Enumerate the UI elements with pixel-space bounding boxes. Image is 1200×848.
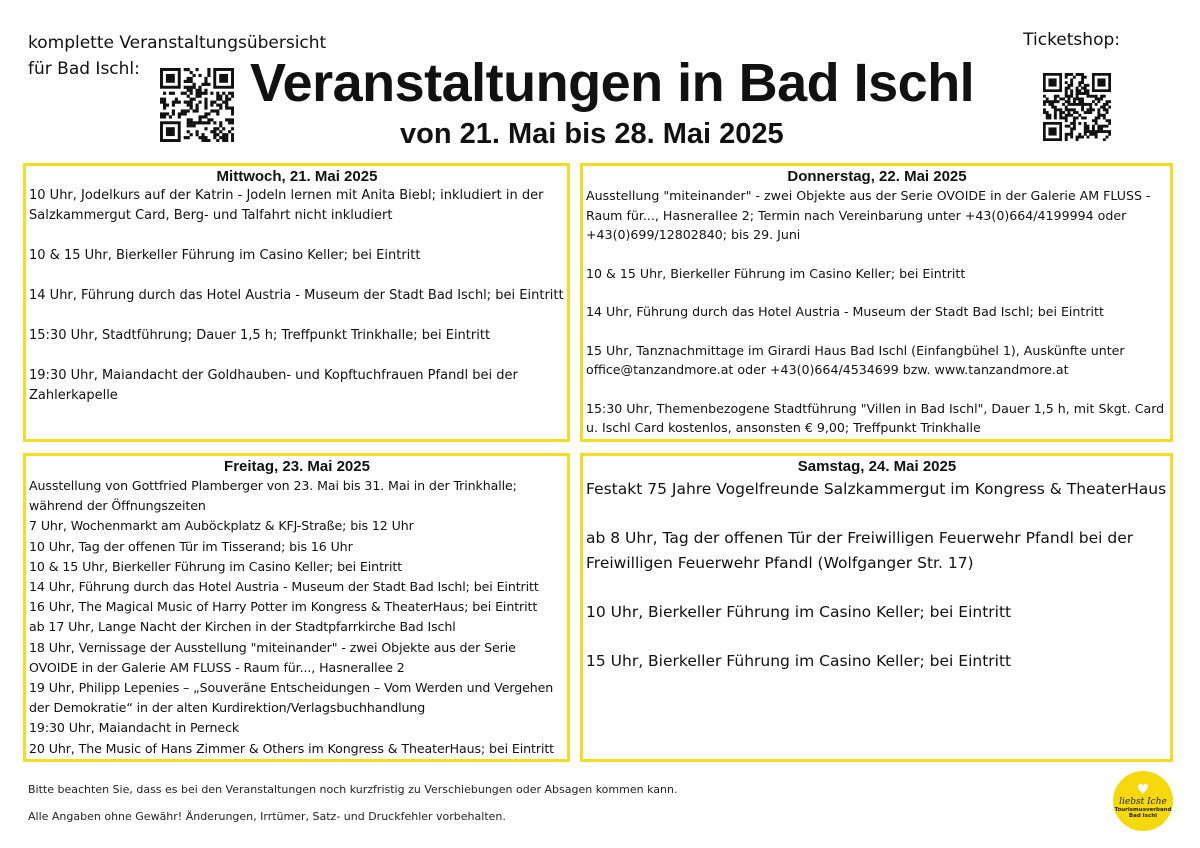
day-panel-thursday xyxy=(580,163,1173,442)
event-item: 15 Uhr, Bierkeller Führung im Casino Keller; bei Eintritt xyxy=(586,652,1012,670)
event-item: Festakt 75 Jahre Vogelfreunde Salzkammergut im Kongress & TheaterHaus xyxy=(586,480,1167,498)
event-item: 18 Uhr, Vernissage der Ausstellung "miteinander" - zwei Objekte aus der Serie OVOIDE in der Galerie AM FLUSS - Raum für..., Hasnerallee 2 xyxy=(29,639,516,675)
day-panel-wednesday xyxy=(23,163,570,442)
liability-note: Alle Angaben ohne Gewähr! Änderungen, Irrtümer, Satz- und Druckfehler vorbehalten. xyxy=(28,810,506,823)
event-item: 15:30 Uhr, Themenbezogene Stadtführung "Villen in Bad Ischl", Dauer 1,5 h, mit Skgt. Card u. Ischl Card kostenlos, ansonsten € 9,00; Treffpunkt Trinkhalle xyxy=(586,400,1165,435)
day-heading: Donnerstag, 22. Mai 2025 xyxy=(787,168,967,185)
intro-line-2: für Bad Ischl: xyxy=(28,59,140,79)
tourism-logo xyxy=(1113,771,1173,831)
event-item: Ausstellung von Gottfried Plamberger von 23. Mai bis 31. Mai in der Trinkhalle; während der Öffnungszeiten xyxy=(29,478,517,514)
event-item: 14 Uhr, Führung durch das Hotel Austria - Museum der Stadt Bad Ischl; bei Eintritt xyxy=(586,304,1104,319)
event-item: 15:30 Uhr, Stadtführung; Dauer 1,5 h; Treffpunkt Trinkhalle; bei Eintritt xyxy=(29,328,491,343)
event-item: ab 17 Uhr, Lange Nacht der Kirchen in der Stadtpfarrkirche Bad Ischl xyxy=(29,619,456,635)
day-panel-saturday xyxy=(580,453,1173,762)
event-item: 7 Uhr, Wochenmarkt am Auböckplatz & KFJ-Straße; bis 12 Uhr xyxy=(29,518,414,534)
event-item: 10 Uhr, Jodelkurs auf der Katrin - Jodeln lernen mit Anita Biebl; inkludiert in der Salzkammergut Card, Berg- und Talfahrt nicht inkludiert xyxy=(29,188,544,223)
event-item: 10 Uhr, Bierkeller Führung im Casino Keller; bei Eintritt xyxy=(586,603,1012,621)
event-item: Ausstellung "miteinander" - zwei Objekte aus der Serie OVOIDE in der Galerie AM FLUSS - Raum für..., Hasnerallee 2; Termin nach Vereinbarung unter +43(0)664/4199994 oder +43(0)699/12802840; bis 29. Juni xyxy=(586,188,1151,242)
day-heading: Mittwoch, 21. Mai 2025 xyxy=(216,168,378,185)
event-item: 10 & 15 Uhr, Bierkeller Führung im Casino Keller; bei Eintritt xyxy=(586,265,966,281)
event-item: 20 Uhr, The Music of Hans Zimmer & Others im Kongress & TheaterHaus; bei Eintritt xyxy=(29,740,555,756)
event-item: 14 Uhr, Führung durch das Hotel Austria - Museum der Stadt Bad Ischl; bei Eintritt xyxy=(29,579,539,595)
page-subtitle: von 21. Mai bis 28. Mai 2025 xyxy=(400,118,784,150)
page-title: Veranstaltungen in Bad Ischl xyxy=(250,53,975,113)
qr-code-overview-icon[interactable] xyxy=(160,68,234,142)
day-panel-friday xyxy=(23,453,570,762)
event-item: 15 Uhr, Tanznachmittage im Girardi Haus Bad Ischl (Einfangbühel 1), Auskünfte unter office@tanzandmore.at oder +43(0)664/4534699 bzw. www.tanzandmore.at xyxy=(586,342,1125,377)
event-item: 14 Uhr, Führung durch das Hotel Austria - Museum der Stadt Bad Ischl; bei Eintritt xyxy=(29,288,564,303)
day-heading: Freitag, 23. Mai 2025 xyxy=(224,458,370,475)
event-item: 16 Uhr, The Magical Music of Harry Potter im Kongress & TheaterHaus; bei Eintritt xyxy=(29,599,538,615)
logo-script: liebst Iche xyxy=(1119,796,1167,807)
intro-line-1: komplette Veranstaltungsübersicht xyxy=(28,33,327,53)
day-heading: Samstag, 24. Mai 2025 xyxy=(797,458,957,475)
event-item: ab 8 Uhr, Tag der offenen Tür der Freiwilligen Feuerwehr Pfandl bei der Freiwilligen Feuerwehr Pfandl (Wolfganger Str. 17) xyxy=(586,529,1134,572)
ticketshop-label: Ticketshop: xyxy=(1023,30,1120,50)
event-item: 19:30 Uhr, Maiandacht der Goldhauben- und Kopftuchfrauen Pfandl bei der Zahlerkapelle xyxy=(29,368,518,403)
event-item: 10 & 15 Uhr, Bierkeller Führung im Casino Keller; bei Eintritt xyxy=(29,248,421,263)
event-item: 10 & 15 Uhr, Bierkeller Führung im Casino Keller; bei Eintritt xyxy=(29,558,403,574)
heart-icon: ♥ xyxy=(1136,781,1150,798)
logo-line-2: Bad Ischl xyxy=(1128,813,1158,819)
event-item: 19:30 Uhr, Maiandacht in Perneck xyxy=(29,720,240,736)
event-item: 10 Uhr, Tag der offenen Tür im Tisserand; bis 16 Uhr xyxy=(29,538,353,554)
qr-code-ticketshop-icon[interactable] xyxy=(1043,73,1111,141)
disclaimer-note: Bitte beachten Sie, dass es bei den Veranstaltungen noch kurzfristig zu Verschiebungen oder Absagen kommen kann. xyxy=(28,783,678,796)
logo-line-1: Tourismusverband xyxy=(1114,806,1172,813)
event-item: 19 Uhr, Philipp Lepenies – „Souveräne Entscheidungen – Vom Werden und Vergehen der Demokratie“ in der alten Kurdirektion/Verlagsbuchhandlung xyxy=(29,680,554,716)
